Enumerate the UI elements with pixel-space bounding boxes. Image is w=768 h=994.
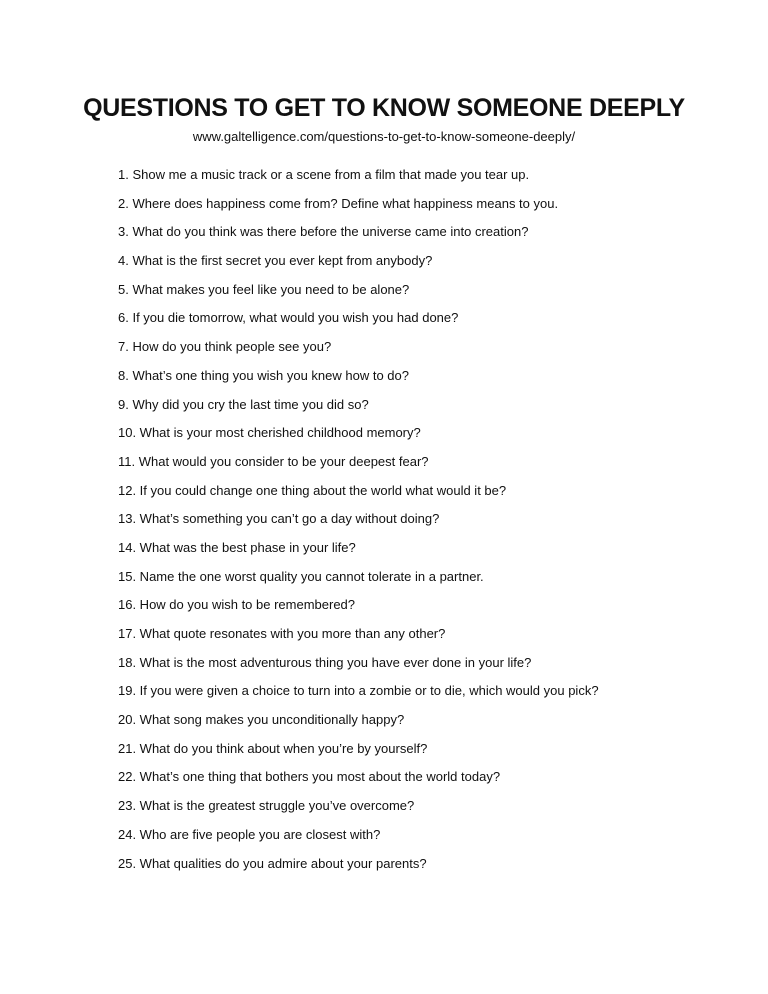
list-item: 11. What would you consider to be your deepest fear?: [118, 453, 429, 469]
list-item: 21. What do you think about when you’re by yourself?: [118, 740, 428, 756]
page-title: QUESTIONS TO GET TO KNOW SOMEONE DEEPLY: [83, 94, 685, 122]
list-item: 16. How do you wish to be remembered?: [118, 597, 356, 613]
list-item: 25. What qualities do you admire about your parents?: [118, 855, 427, 871]
list-item: 2. Where does happiness come from? Define what happiness means to you.: [118, 195, 559, 211]
question-list: [118, 167, 599, 884]
list-item: 5. What makes you feel like you need to be alone?: [118, 281, 410, 297]
list-item: 10. What is your most cherished childhood memory?: [118, 425, 421, 441]
list-item: 13. What’s something you can’t go a day without doing?: [118, 511, 440, 527]
list-item: 24. Who are five people you are closest with?: [118, 826, 381, 842]
list-item: 20. What song makes you unconditionally happy?: [118, 712, 405, 728]
list-item: 14. What was the best phase in your life?: [118, 539, 356, 555]
list-item: 15. Name the one worst quality you cannot tolerate in a partner.: [118, 568, 484, 584]
list-item: 6. If you die tomorrow, what would you wish you had done?: [118, 310, 459, 326]
list-item: 22. What’s one thing that bothers you most about the world today?: [118, 769, 501, 785]
list-item: 23. What is the greatest struggle you’ve overcome?: [118, 798, 415, 814]
source-url: www.galtelligence.com/questions-to-get-to-know-someone-deeply/: [192, 129, 576, 144]
list-item: 7. How do you think people see you?: [118, 339, 332, 355]
list-item: 9. Why did you cry the last time you did so?: [118, 396, 369, 412]
list-item: 3. What do you think was there before the universe came into creation?: [118, 224, 529, 240]
list-item: 18. What is the most adventurous thing you have ever done in your life?: [118, 654, 532, 670]
list-item: 12. If you could change one thing about the world what would it be?: [118, 482, 507, 498]
list-item: 4. What is the first secret you ever kept from anybody?: [118, 253, 433, 269]
list-item: 17. What quote resonates with you more than any other?: [118, 626, 446, 641]
list-item: 8. What’s one thing you wish you knew how to do?: [118, 367, 409, 383]
list-item: 1. Show me a music track or a scene from a film that made you tear up.: [118, 167, 530, 182]
list-item: 19. If you were given a choice to turn into a zombie or to die, which would you pick?: [118, 683, 599, 699]
